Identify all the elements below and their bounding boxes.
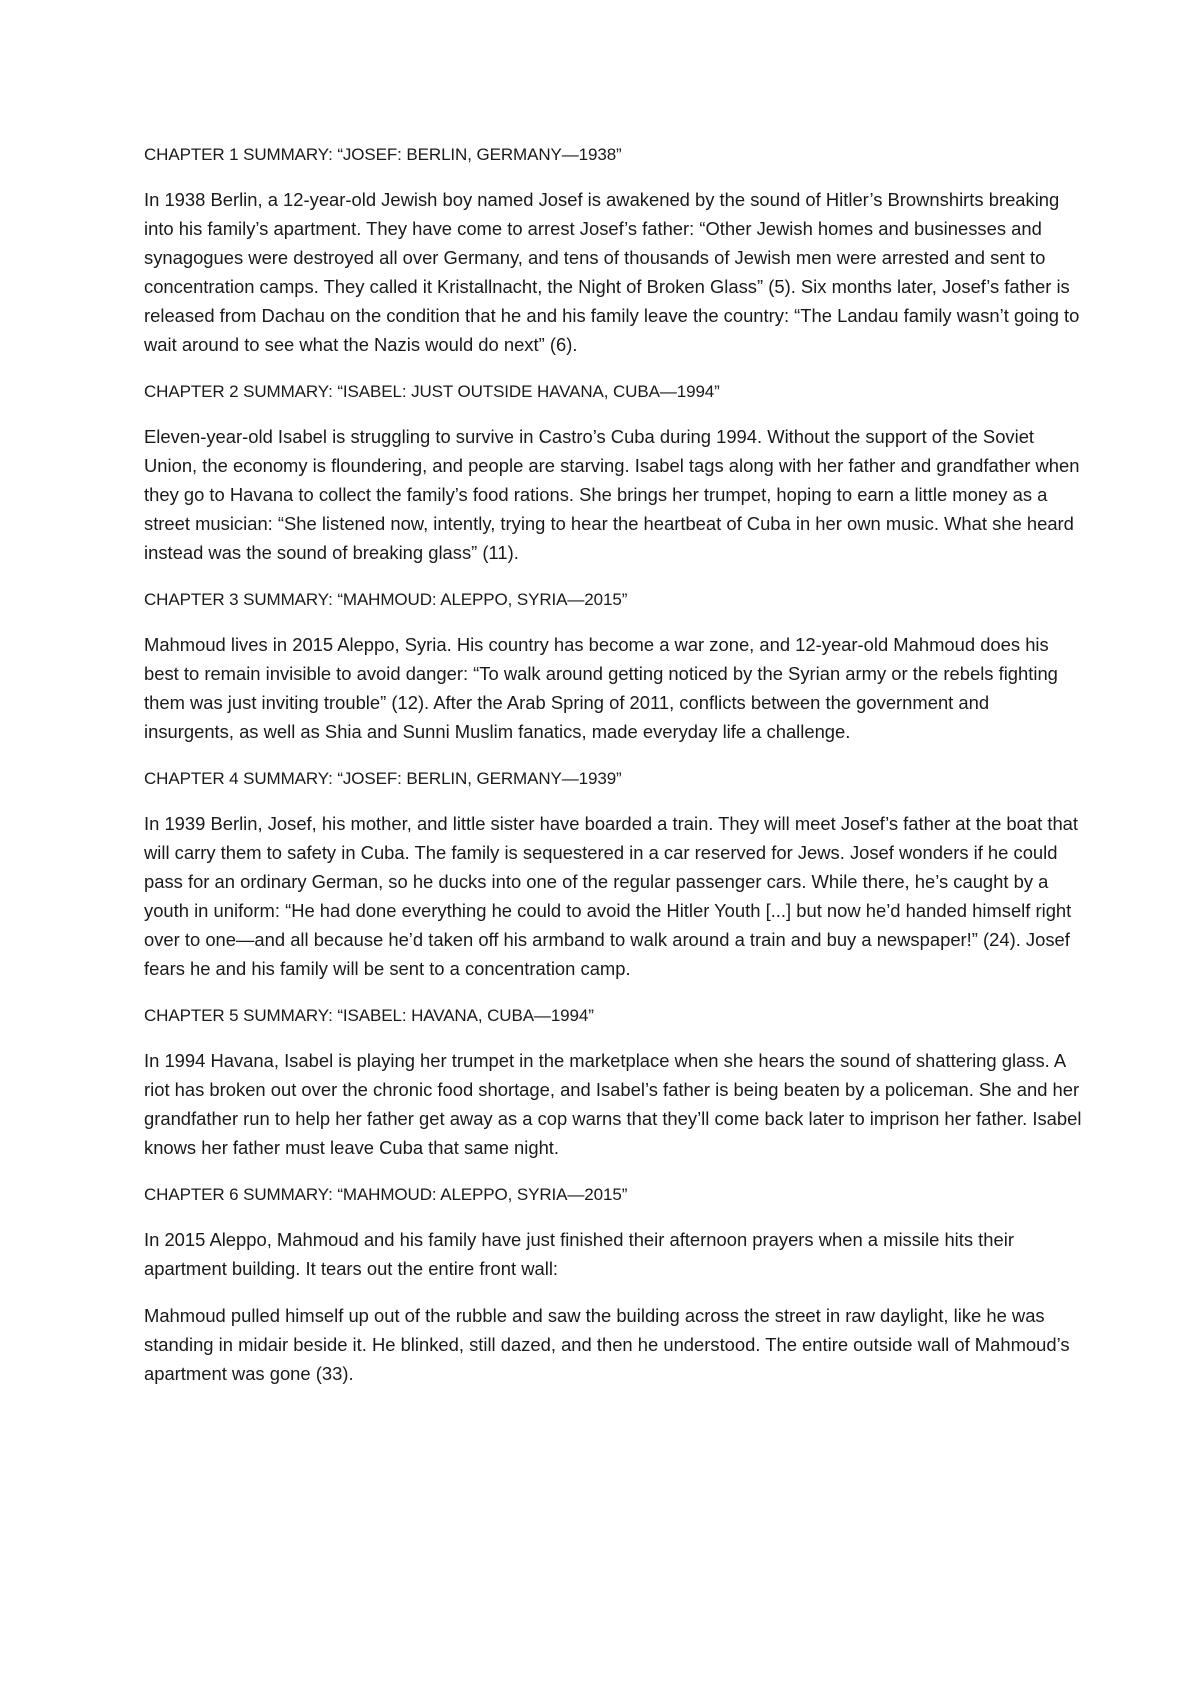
chapter-5-section: [144, 1001, 1084, 1162]
chapter-3-section: [144, 585, 1084, 746]
chapter-2-heading: CHAPTER 2 SUMMARY: “ISABEL: JUST OUTSIDE HAVANA, CUBA—1994”: [144, 382, 720, 401]
chapter-1-paragraph: In 1938 Berlin, a 12-year-old Jewish boy named Josef is awakened by the sound of Hitler’s Brownshirts breaking into his family’s apartment. They have come to arrest Josef’s father: “Other Jewish homes and businesses and synagogues were destroyed all over Germany, and tens of thousands of Jewish men were arrested and sent to concentration camps. They called it Kristallnacht, the Night of Broken Glass” (5). Six months later, Josef’s father is released from Dachau on the condition that he and his family leave the country: “The Landau family wasn’t going to wait around to see what the Nazis would do next” (6).: [144, 189, 1080, 355]
chapter-2-section: [144, 377, 1084, 567]
chapter-4-heading: CHAPTER 4 SUMMARY: “JOSEF: BERLIN, GERMANY—1939”: [144, 769, 622, 788]
chapter-5-paragraph: In 1994 Havana, Isabel is playing her trumpet in the marketplace when she hears the sound of shattering glass. A riot has broken out over the chronic food shortage, and Isabel’s father is being beaten by a policeman. She and her grandfather run to help her father get away as a cop warns that they’ll come back later to imprison her father. Isabel knows her father must leave Cuba that same night.: [144, 1050, 1082, 1158]
chapter-6-section: [144, 1180, 1084, 1388]
document-page: [144, 140, 1084, 1406]
chapter-6-quote-paragraph: Mahmoud pulled himself up out of the rubble and saw the building across the street in raw daylight, like he was standing in midair beside it. He blinked, still dazed, and then he understood. The entire outside wall of Mahmoud’s apartment was gone (33).: [144, 1305, 1070, 1384]
chapter-6-paragraph: In 2015 Aleppo, Mahmoud and his family have just finished their afternoon prayers when a missile hits their apartment building. It tears out the entire front wall:: [144, 1229, 1014, 1279]
chapter-1-section: [144, 140, 1084, 359]
chapter-4-section: [144, 764, 1084, 983]
chapter-5-heading: CHAPTER 5 SUMMARY: “ISABEL: HAVANA, CUBA—1994”: [144, 1006, 594, 1025]
chapter-4-paragraph: In 1939 Berlin, Josef, his mother, and little sister have boarded a train. They will meet Josef’s father at the boat that will carry them to safety in Cuba. The family is sequestered in a car reserved for Jews. Josef wonders if he could pass for an ordinary German, so he ducks into one of the regular passenger cars. While there, he’s caught by a youth in uniform: “He had done everything he could to avoid the Hitler Youth [...] but now he’d handed himself right over to one—and all because he’d taken off his armband to walk around a train and buy a newspaper!” (24). Josef fears he and his family will be sent to a concentration camp.: [144, 813, 1079, 979]
chapter-1-heading: CHAPTER 1 SUMMARY: “JOSEF: BERLIN, GERMANY—1938”: [144, 145, 622, 164]
chapter-6-heading: CHAPTER 6 SUMMARY: “MAHMOUD: ALEPPO, SYRIA—2015”: [144, 1185, 628, 1204]
chapter-2-paragraph: Eleven-year-old Isabel is struggling to survive in Castro’s Cuba during 1994. Without the support of the Soviet Union, the economy is floundering, and people are starving. Isabel tags along with her father and grandfather when they go to Havana to collect the family’s food rations. She brings her trumpet, hoping to earn a little money as a street musician: “She listened now, intently, trying to hear the heartbeat of Cuba in her own music. What she heard instead was the sound of breaking glass” (11).: [144, 426, 1080, 563]
chapter-3-heading: CHAPTER 3 SUMMARY: “MAHMOUD: ALEPPO, SYRIA—2015”: [144, 590, 628, 609]
chapter-3-paragraph: Mahmoud lives in 2015 Aleppo, Syria. His country has become a war zone, and 12-year-old Mahmoud does his best to remain invisible to avoid danger: “To walk around getting noticed by the Syrian army or the rebels fighting them was just inviting trouble” (12). After the Arab Spring of 2011, conflicts between the government and insurgents, as well as Shia and Sunni Muslim fanatics, made everyday life a challenge.: [144, 634, 1058, 742]
